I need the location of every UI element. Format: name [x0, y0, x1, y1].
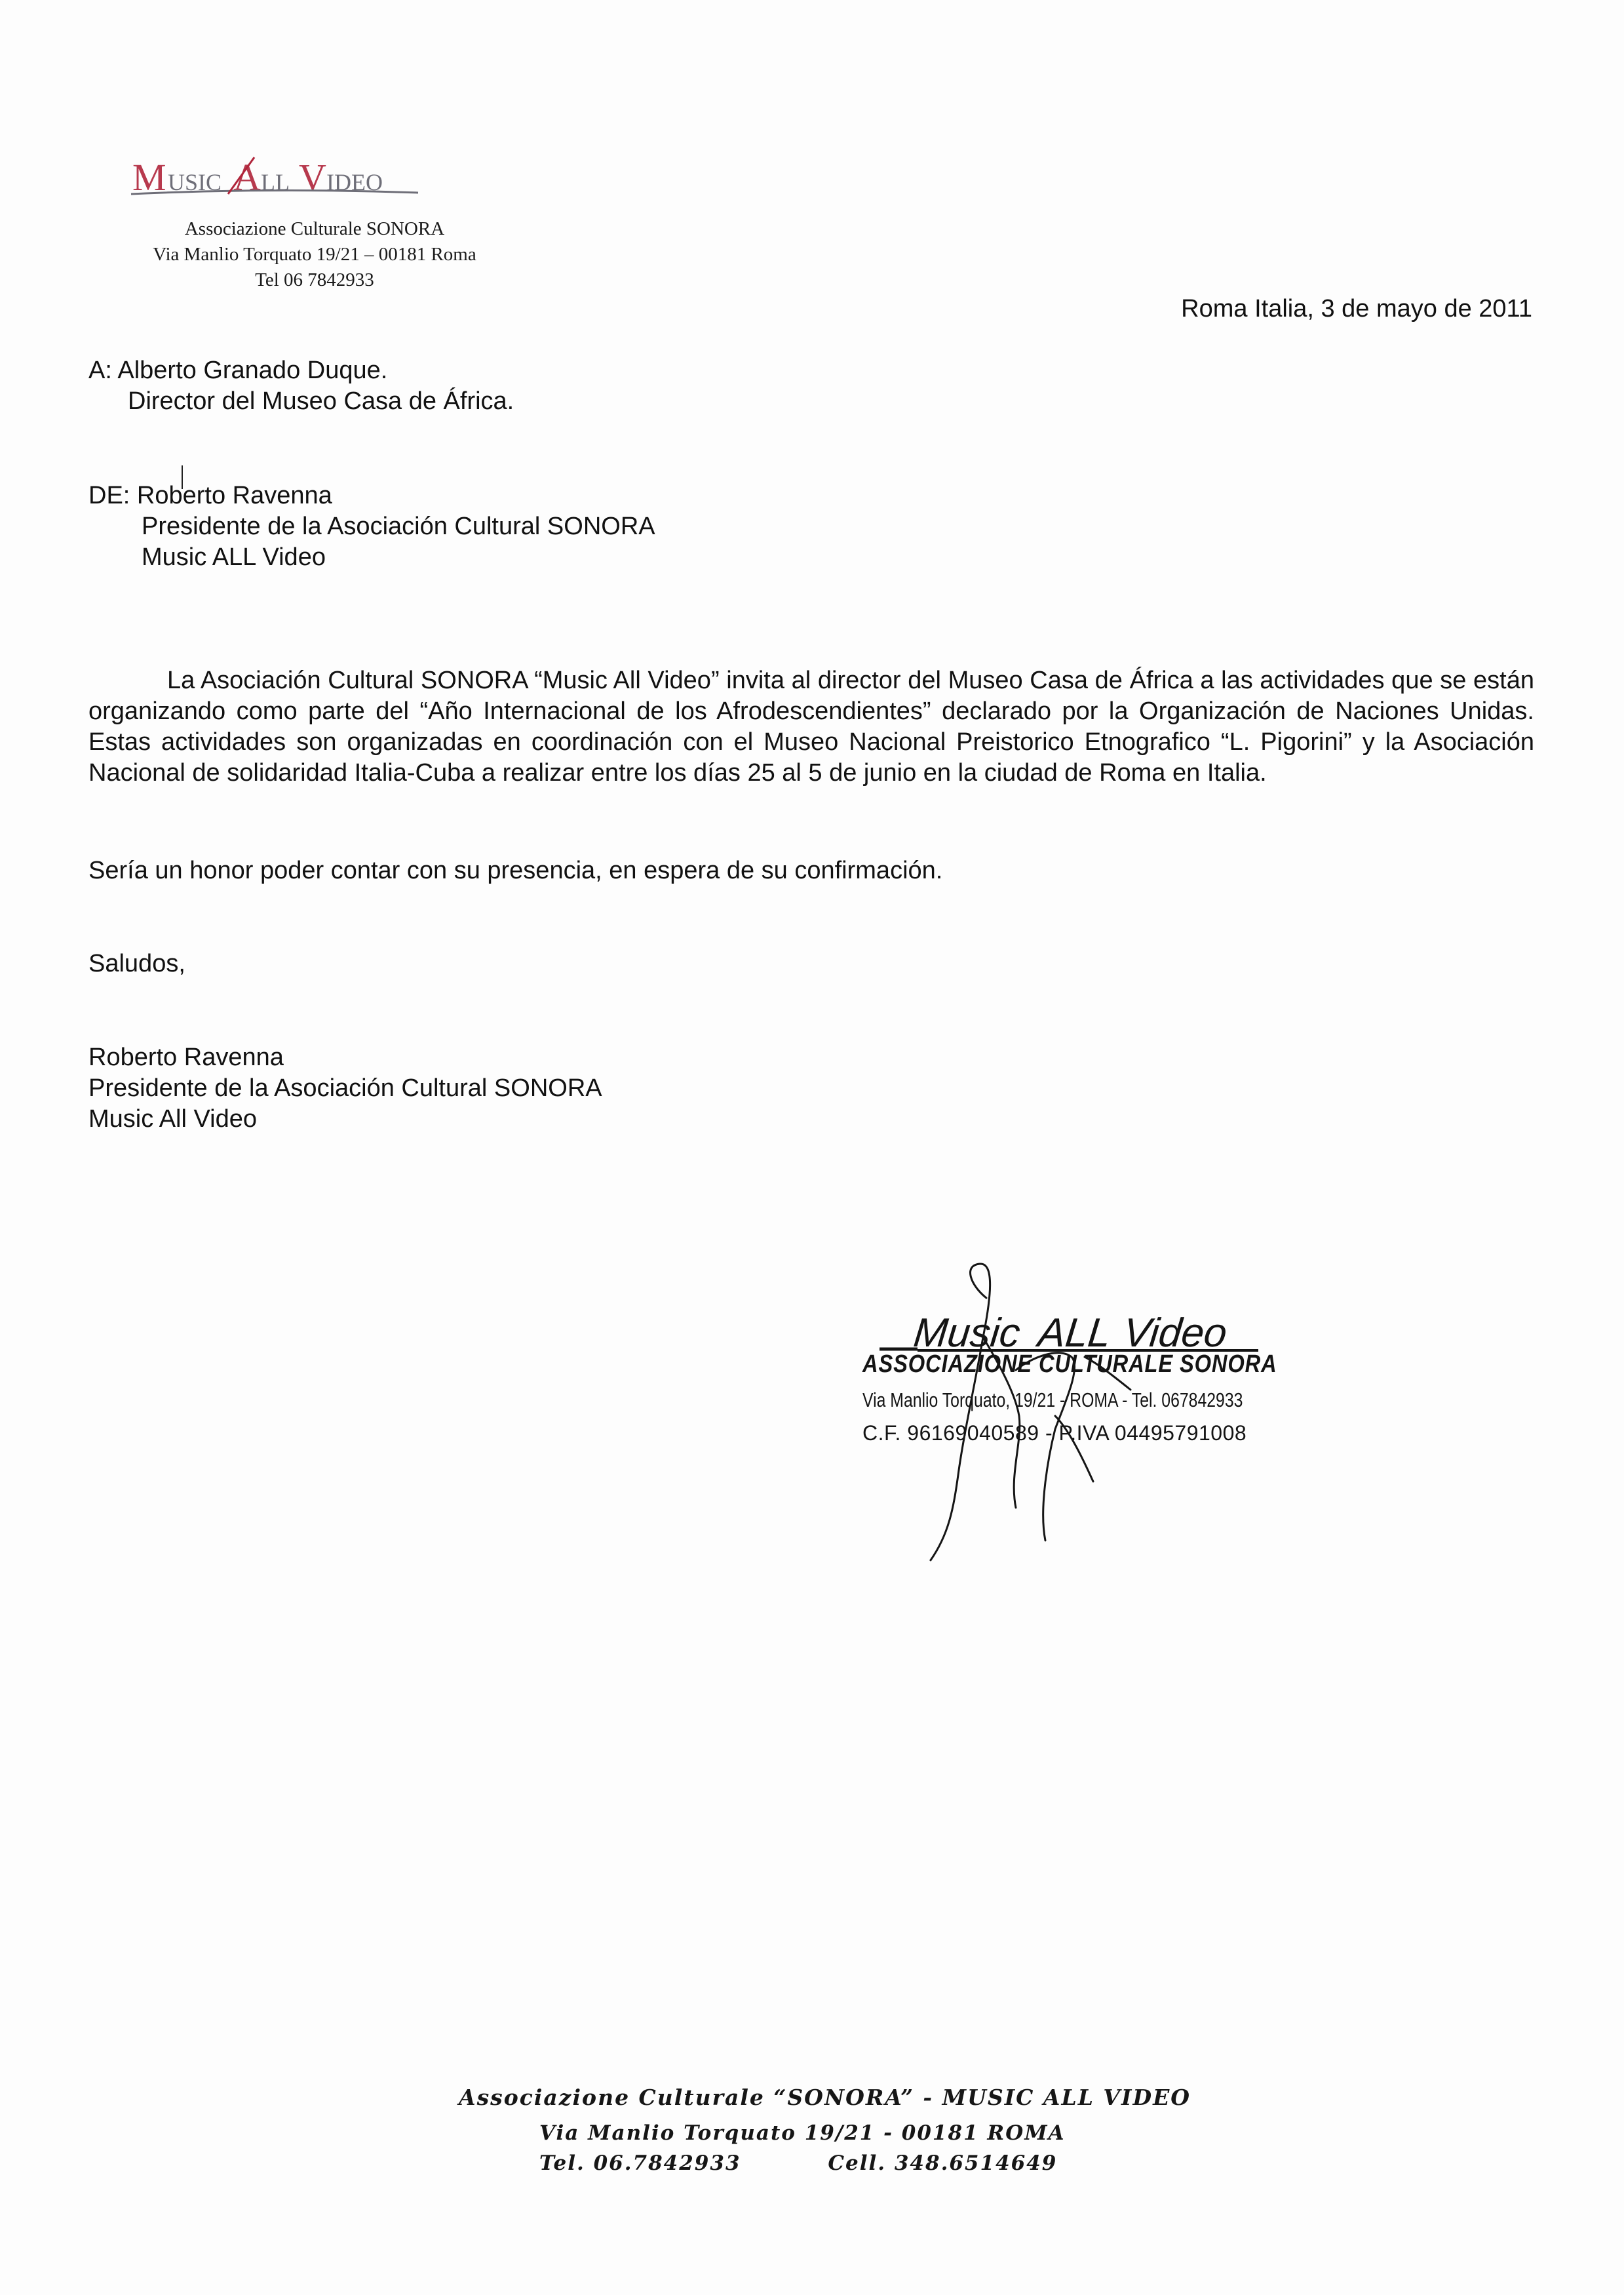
sender-org: Music ALL Video — [142, 543, 326, 571]
handwritten-signature — [918, 1259, 1193, 1626]
recipient-title: Director del Museo Casa de África. — [128, 387, 514, 415]
stamp-address: Via Manlio Torquato, 19/21 - ROMA - Tel. 067842933 — [862, 1388, 1243, 1411]
stamp-name: ASSOCIAZIONE CULTURALE SONORA — [862, 1350, 1277, 1378]
signoff-title: Presidente de la Asociación Cultural SONORA — [88, 1074, 602, 1102]
letterhead-line-phone: Tel 06 7842933 — [255, 269, 374, 290]
footer-contacts — [539, 2151, 1057, 2175]
letterhead-line-association: Associazione Culturale SONORA — [184, 218, 445, 239]
recipient-block — [88, 355, 514, 417]
letter-date: Roma Italia, 3 de mayo de 2011 — [1181, 295, 1532, 323]
svg-text:IDEO: IDEO — [326, 169, 383, 195]
letter-body — [88, 665, 1534, 789]
svg-text:USIC: USIC — [168, 169, 222, 195]
recipient-name: A: Alberto Granado Duque. — [88, 357, 388, 384]
signoff-name: Roberto Ravenna — [88, 1044, 284, 1071]
svg-text:V: V — [299, 156, 326, 199]
letterhead-address — [98, 216, 531, 293]
invite-line: Sería un honor poder contar con su presencia, en espera de su confirmación. — [88, 857, 943, 884]
svg-text:LL: LL — [261, 169, 290, 195]
sender-title: Presidente de la Asociación Cultural SONORA — [142, 513, 655, 540]
svg-text:M: M — [132, 156, 166, 199]
sender-name: DE: Roberto Ravenna — [88, 482, 332, 509]
footer-phone: Tel. 06.7842933 — [539, 2151, 741, 2175]
letterhead-line-address: Via Manlio Torquato 19/21 – 00181 Roma — [153, 244, 476, 265]
body-paragraph: La Asociación Cultural SONORA “Music All Video” invita al director del Museo Casa de África a las actividades que se están organizando como parte del “Año Internacional de los Afrodescendientes” declarado por la Organización de Naciones Unidas. Estas actividades son organizadas en coordinación con el Museo Nacional Preistorico Etnografico “L. Pigorini” y la Asociación Nacional de solidaridad Italia-Cuba a realizar entre los días 25 al 5 de junio en la ciudad de Roma en Italia. — [88, 667, 1534, 787]
svg-text:ALL: ALL — [1035, 1310, 1113, 1356]
svg-text:A: A — [233, 156, 261, 199]
footer-address: Via Manlio Torquato 19/21 - 00181 ROMA — [539, 2121, 1066, 2145]
signoff-org: Music All Video — [88, 1105, 257, 1133]
footer-cell: Cell. 348.6514649 — [828, 2151, 1058, 2175]
music-all-video-logo — [130, 153, 431, 199]
greeting: Saludos, — [88, 950, 185, 977]
svg-text:Music: Music — [911, 1310, 1022, 1356]
svg-text:Video: Video — [1121, 1310, 1229, 1356]
stamp-fiscal-codes: C.F. 96169040589 - P.IVA 04495791008 — [862, 1421, 1247, 1445]
footer-association: Associazione Culturale “SONORA” - MUSIC ALL VIDEO — [459, 2085, 1191, 2110]
signoff-block — [88, 1042, 602, 1135]
sender-block — [88, 481, 655, 573]
